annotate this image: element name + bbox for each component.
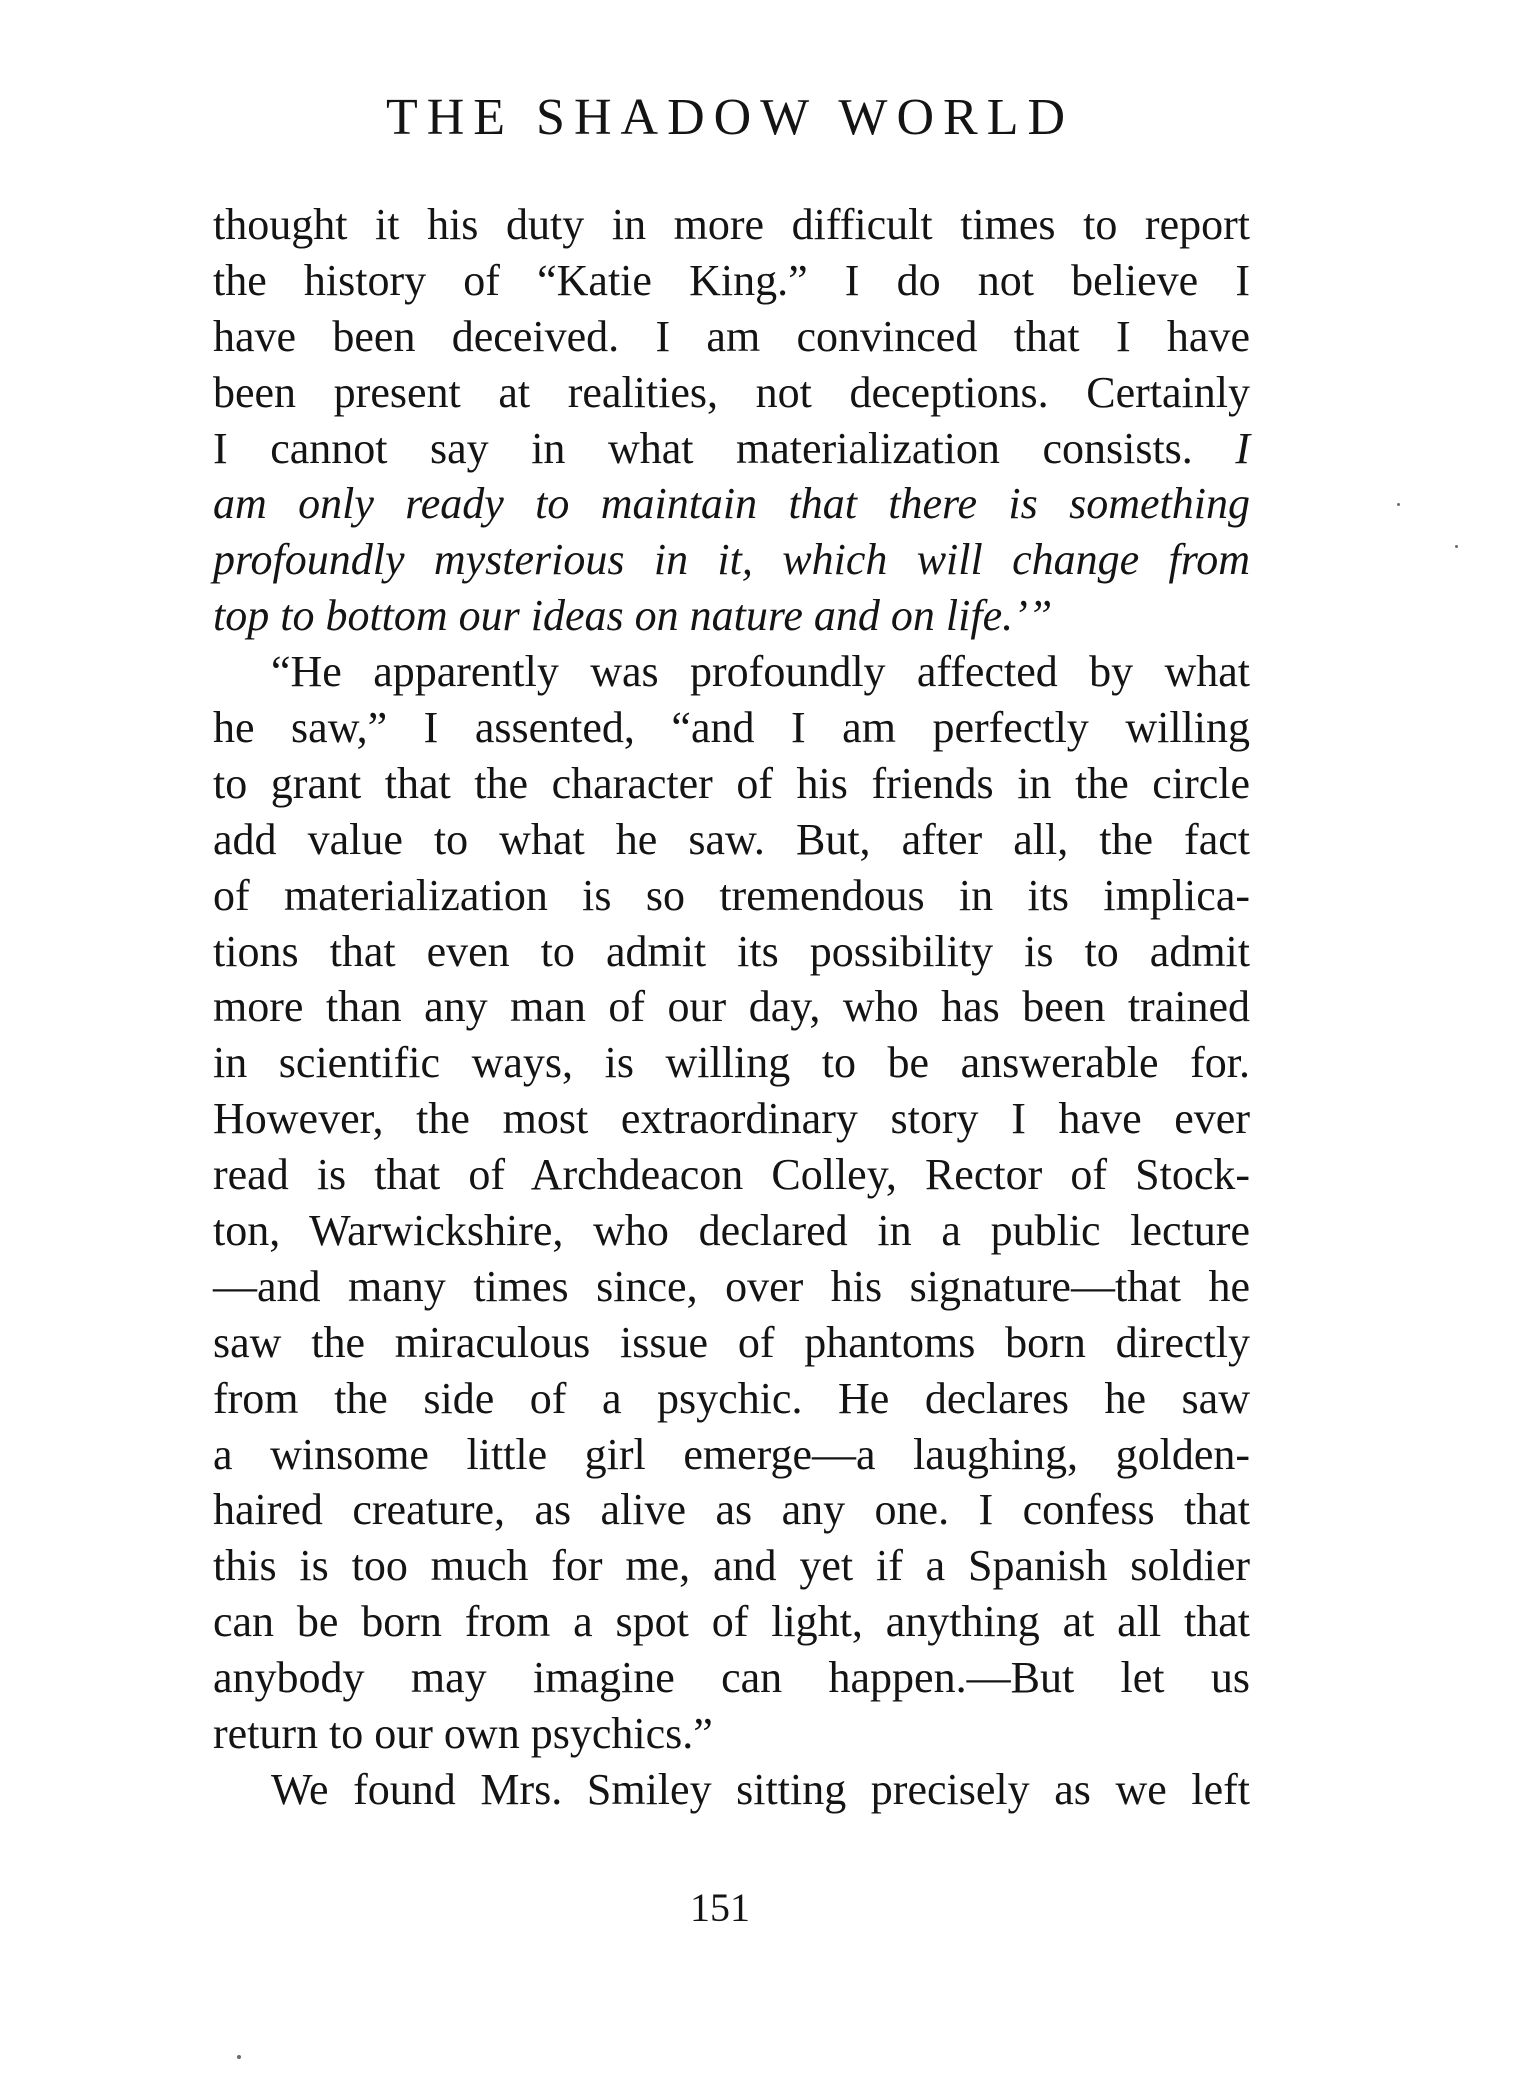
scan-speck	[1455, 545, 1458, 548]
text-line-italic: I	[1235, 423, 1250, 473]
page-number: 151	[690, 1885, 750, 1930]
text-line: more than any man of our day, who has been trained	[213, 982, 1250, 1032]
text-line: saw the miraculous issue of phantoms born directly	[213, 1317, 1250, 1367]
text-line: have been deceived. I am convinced that I have	[213, 311, 1250, 361]
text-line: this is too much for me, and yet if a Spanish soldier	[213, 1541, 1250, 1591]
text-line: haired creature, as alive as any one. I confess that	[213, 1485, 1250, 1535]
text-line: read is that of Archdeacon Colley, Rector of Stock-	[213, 1150, 1250, 1200]
text-line-roman: I cannot say in what materialization consists.	[213, 423, 1236, 473]
text-line: thought it his duty in more difficult times to report	[213, 200, 1250, 249]
scan-speck	[237, 2055, 241, 2059]
text-line: to grant that the character of his friends in the circle	[213, 758, 1250, 808]
text-line: “He apparently was profoundly affected by what	[271, 647, 1250, 697]
text-line: from the side of a psychic. He declares he saw	[213, 1373, 1250, 1423]
text-line: However, the most extraordinary story I have ever	[213, 1094, 1250, 1144]
text-line: add value to what he saw. But, after all, the fact	[213, 814, 1250, 864]
text-line	[213, 421, 1250, 477]
text-line: profoundly mysterious in it, which will change from	[213, 535, 1250, 585]
text-line: in scientific ways, is willing to be answerable for.	[213, 1038, 1250, 1088]
running-head: THE SHADOW WORLD	[385, 89, 1075, 146]
text-line: he saw,” I assented, “and I am perfectly willing	[213, 703, 1250, 753]
text-line: the history of “Katie King.” I do not believe I	[213, 255, 1250, 305]
text-line: tions that even to admit its possibility is to admit	[213, 926, 1250, 976]
text-line: We found Mrs. Smiley sitting precisely as we left	[271, 1764, 1250, 1814]
text-line: return to our own psychics.”	[213, 1709, 713, 1759]
text-line: been present at realities, not deceptions. Certainly	[213, 367, 1250, 417]
text-line: a winsome little girl emerge—a laughing, golden-	[213, 1429, 1250, 1479]
body-text	[213, 197, 1250, 1818]
text-line: can be born from a spot of light, anything at all that	[213, 1597, 1250, 1647]
text-line: ton, Warwickshire, who declared in a public lecture	[213, 1206, 1250, 1256]
text-line: anybody may imagine can happen.—But let us	[213, 1653, 1250, 1703]
scan-speck	[1397, 503, 1400, 506]
text-line: —and many times since, over his signature—that he	[213, 1261, 1250, 1311]
text-line: top to bottom our ideas on nature and on life.’”	[213, 591, 1053, 641]
text-line: of materialization is so tremendous in its implica-	[213, 870, 1250, 920]
text-line: am only ready to maintain that there is something	[213, 479, 1250, 529]
